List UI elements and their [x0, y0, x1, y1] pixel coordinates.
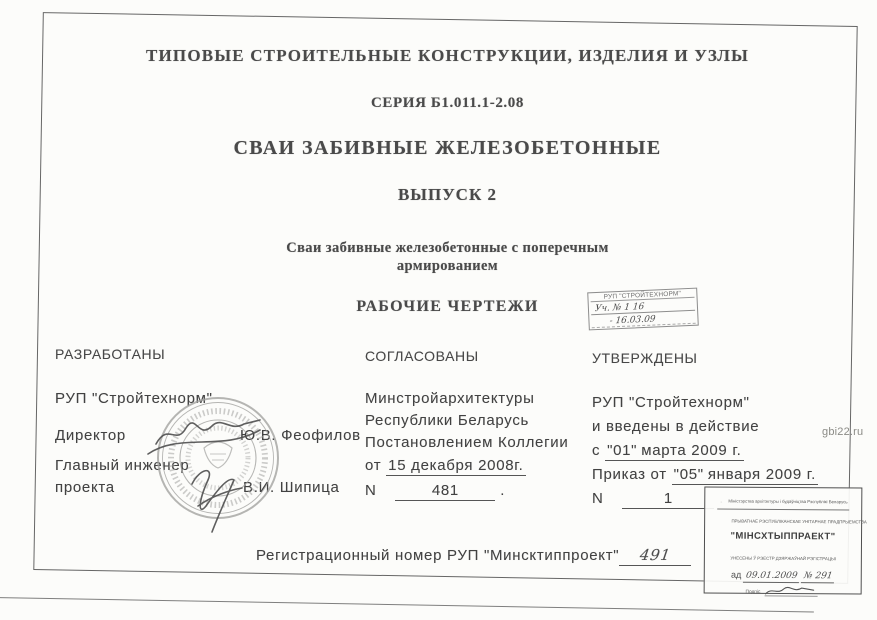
agreed-date-value: 15 декабря 2008г. [388, 457, 524, 474]
registry-stamp-entry-line [705, 569, 861, 583]
registry-entry-date: 09.01.2009 [743, 571, 800, 583]
approved-line-1: РУП "Стройтехнорм" [592, 394, 750, 411]
incoming-stamp-entry: Уч. № 1 16 [594, 301, 645, 315]
incoming-stamp-date: - 16.03.09 [609, 314, 656, 327]
series-number: СЕРИЯ Б1.011.1-2.08 [371, 95, 524, 111]
agreed-date-prefix: от [365, 457, 382, 474]
approved-effective-prefix: с [592, 442, 601, 459]
approved-effective-date-line [592, 442, 744, 459]
round-seal-icon [138, 388, 302, 540]
approved-order-prefix: Приказ от [592, 466, 667, 483]
approved-order-day: "05" [673, 466, 704, 483]
approved-heading: УТВЕРЖДЕНЫ [592, 350, 698, 366]
round-seal-and-signatures [138, 388, 302, 540]
developed-name-chief-engineer: В.И. Шипица [243, 479, 340, 496]
agreed-line-3: Постановлением Коллегии [365, 434, 569, 451]
incoming-stamp-org: РУП "СТРОЙТЕХНОРМ" [590, 290, 694, 303]
approved-order-rest: января 2009 г. [707, 466, 816, 483]
registry-signature-icon [764, 585, 822, 597]
developed-role-chief-engineer-line1: Главный инженер [55, 457, 190, 474]
agreed-number-label: N [365, 482, 377, 499]
agreed-line-1: Минстройархитектуры [365, 390, 535, 407]
registry-stamp-sign-row [705, 584, 861, 597]
developed-role-director: Директор [55, 427, 126, 444]
approved-line-2: и введены в действие [592, 418, 760, 435]
site-watermark: gbi22.ru [822, 426, 864, 438]
registry-stamp [704, 486, 867, 595]
agreed-number-period: . [500, 482, 506, 499]
approved-effective-day: "01" [607, 442, 638, 459]
registry-stamp-register-line: УНЕСЕНЫ Ў РЭЕСТР ДЗЯРЖАЎНАЙ РЭГІСТРАЦЫІ [730, 556, 836, 562]
registration-number: 491 [638, 546, 672, 564]
developed-org: РУП "Стройтехнорм" [55, 390, 213, 407]
subtitle-line-1: Сваи забивные железобетонные с поперечным [286, 240, 609, 256]
approved-number-label: N [592, 490, 604, 507]
registry-sign-label: Подпіс [745, 589, 760, 595]
registration-label: Регистрационный номер РУП "Минсктиппроект" [256, 547, 620, 564]
registry-entry-prefix: ад [731, 569, 742, 580]
agreed-number-value: 481 [395, 482, 495, 501]
doc-type-label: РАБОЧИЕ ЧЕРТЕЖИ [356, 298, 539, 315]
approved-number-value: 1 [622, 490, 714, 509]
agreed-date-line [365, 457, 526, 474]
agreed-number-line [365, 482, 505, 501]
registry-stamp-ministry-line: Міністэрства архітэктуры і будаўніцтва Рэспублікі Беларусь [728, 499, 848, 505]
agreed-heading: СОГЛАСОВАНЫ [365, 348, 479, 364]
approved-order-date-line [592, 466, 818, 483]
approved-effective-rest: марта 2009 г. [641, 442, 742, 459]
document-title: ТИПОВЫЕ СТРОИТЕЛЬНЫЕ КОНСТРУКЦИИ, ИЗДЕЛИЯ И УЗЛЫ [145, 46, 750, 65]
registry-stamp-name: "МІНСХТЫППРАЕКТ" [730, 530, 836, 543]
developed-role-chief-engineer-line2: проекта [55, 479, 115, 496]
subtitle-line-2: армированием [396, 258, 499, 274]
agreed-line-2: Республики Беларусь [365, 412, 530, 429]
registration-line [256, 546, 691, 566]
developed-name-director: Ю.В. Феофилов [240, 427, 361, 444]
registry-entry-number: № 291 [801, 571, 835, 583]
document-subject: СВАИ ЗАБИВНЫЕ ЖЕЛЕЗОБЕТОННЫЕ [233, 137, 662, 159]
issue-number: ВЫПУСК 2 [397, 185, 498, 204]
incoming-stamp [587, 288, 699, 331]
page-edge-line [0, 597, 814, 613]
developed-heading: РАЗРАБОТАНЫ [55, 346, 166, 362]
registry-stamp-enterprise-line: ПРЫВАТНАЕ РЭСПУБЛІКАНСКАЕ УНІТАРНАЕ ПРАДПРЫЕМСТВА [731, 519, 867, 525]
